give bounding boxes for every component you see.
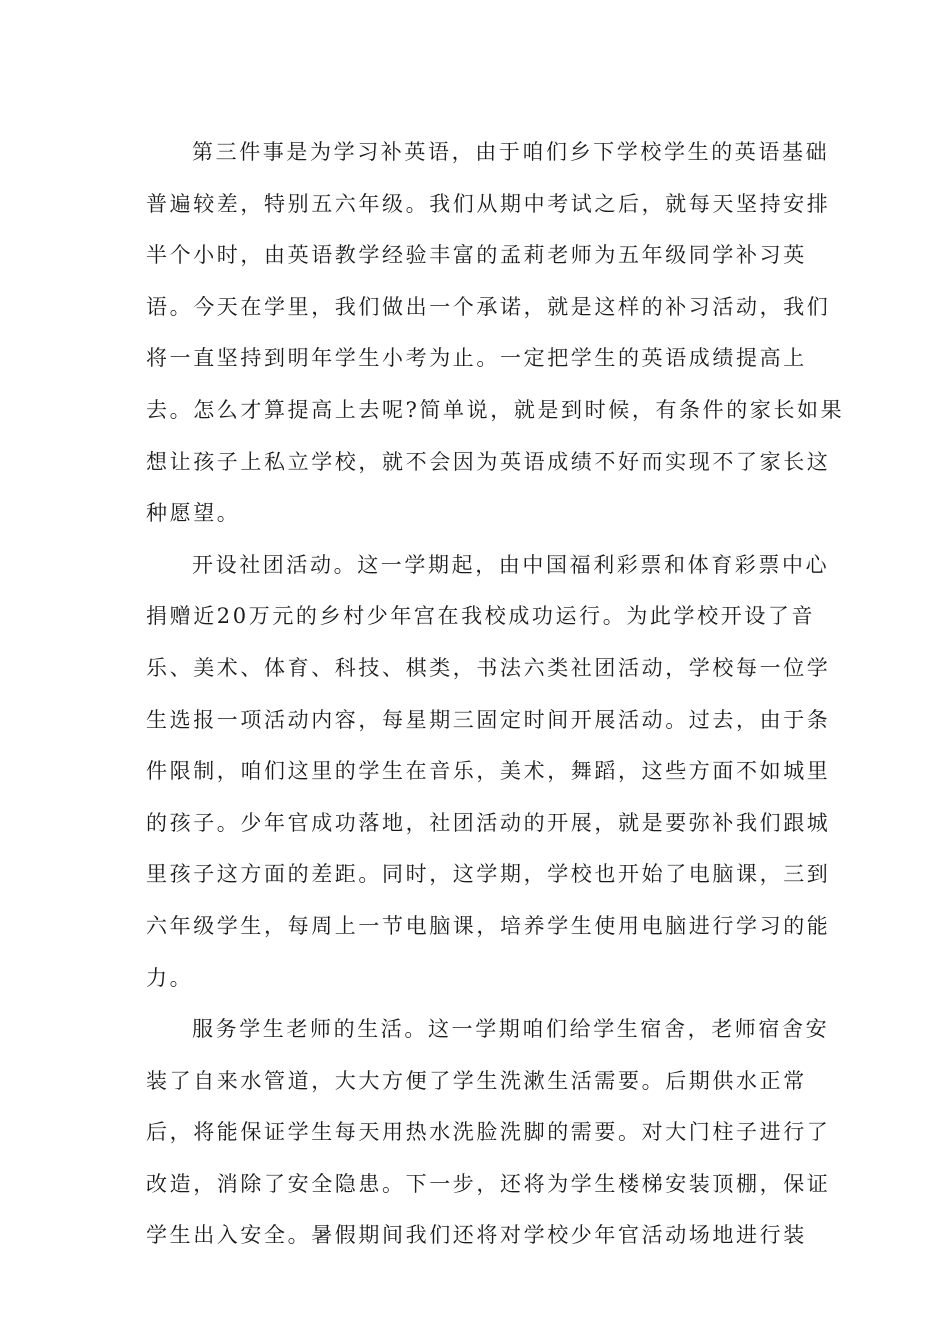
paragraph-line: 捐赠近20万元的乡村少年宫在我校成功运行。为此学校开设了音 — [146, 604, 816, 629]
paragraph-line: 普遍较差，特别五六年级。我们从期中考试之后，就每天坚持安排 — [146, 191, 831, 216]
paragraph-line: 开设社团活动。这一学期起，由中国福利彩票和体育彩票中心 — [192, 552, 830, 577]
paragraph-line: 后，将能保证学生每天用热水洗脸洗脚的需要。对大门柱子进行了 — [146, 1120, 831, 1145]
paragraph-line: 去。怎么才算提高上去呢?简单说，就是到时候，有条件的家长如果 — [146, 397, 845, 422]
paragraph-line: 里孩子这方面的差距。同时，这学期，学校也开始了电脑课，三到 — [146, 862, 831, 887]
paragraph-line: 生选报一项活动内容，每星期三固定时间开展活动。过去，由于条 — [146, 707, 831, 732]
body-text — [146, 127, 845, 1262]
paragraph-line: 半个小时，由英语教学经验丰富的孟莉老师为五年级同学补习英 — [146, 243, 807, 268]
paragraph-line: 将一直坚持到明年学生小考为止。一定把学生的英语成绩提高上 — [146, 346, 807, 371]
paragraph-line: 装了自来水管道，大大方便了学生洗漱生活需要。后期供水正常 — [146, 1068, 807, 1093]
paragraph-line: 改造，消除了安全隐患。下一步，还将为学生楼梯安装顶棚，保证 — [146, 1171, 831, 1196]
paragraph-line: 语。今天在学里，我们做出一个承诺，就是这样的补习活动，我们 — [146, 294, 831, 319]
paragraph-line: 种愿望。 — [146, 501, 241, 526]
paragraph-line: 力。 — [146, 965, 194, 990]
paragraph-line: 件限制，咱们这里的学生在音乐，美术，舞蹈，这些方面不如城里 — [146, 759, 831, 784]
paragraph-line: 学生出入安全。暑假期间我们还将对学校少年官活动场地进行装 — [146, 1223, 807, 1248]
paragraph-line: 的孩子。少年官成功落地，社团活动的开展，就是要弥补我们跟城 — [146, 810, 831, 835]
paragraph-line: 服务学生老师的生活。这一学期咱们给学生宿舍，老师宿舍安 — [192, 1017, 830, 1042]
paragraph-line: 想让孩子上私立学校，就不会因为英语成绩不好而实现不了家长这 — [146, 449, 831, 474]
paragraph-line: 六年级学生，每周上一节电脑课，培养学生使用电脑进行学习的能 — [146, 913, 831, 938]
paragraph-line: 乐、美术、体育、科技、棋类，书法六类社团活动，学校每一位学 — [146, 655, 831, 680]
paragraph-line: 第三件事是为学习补英语，由于咱们乡下学校学生的英语基础 — [192, 140, 830, 164]
